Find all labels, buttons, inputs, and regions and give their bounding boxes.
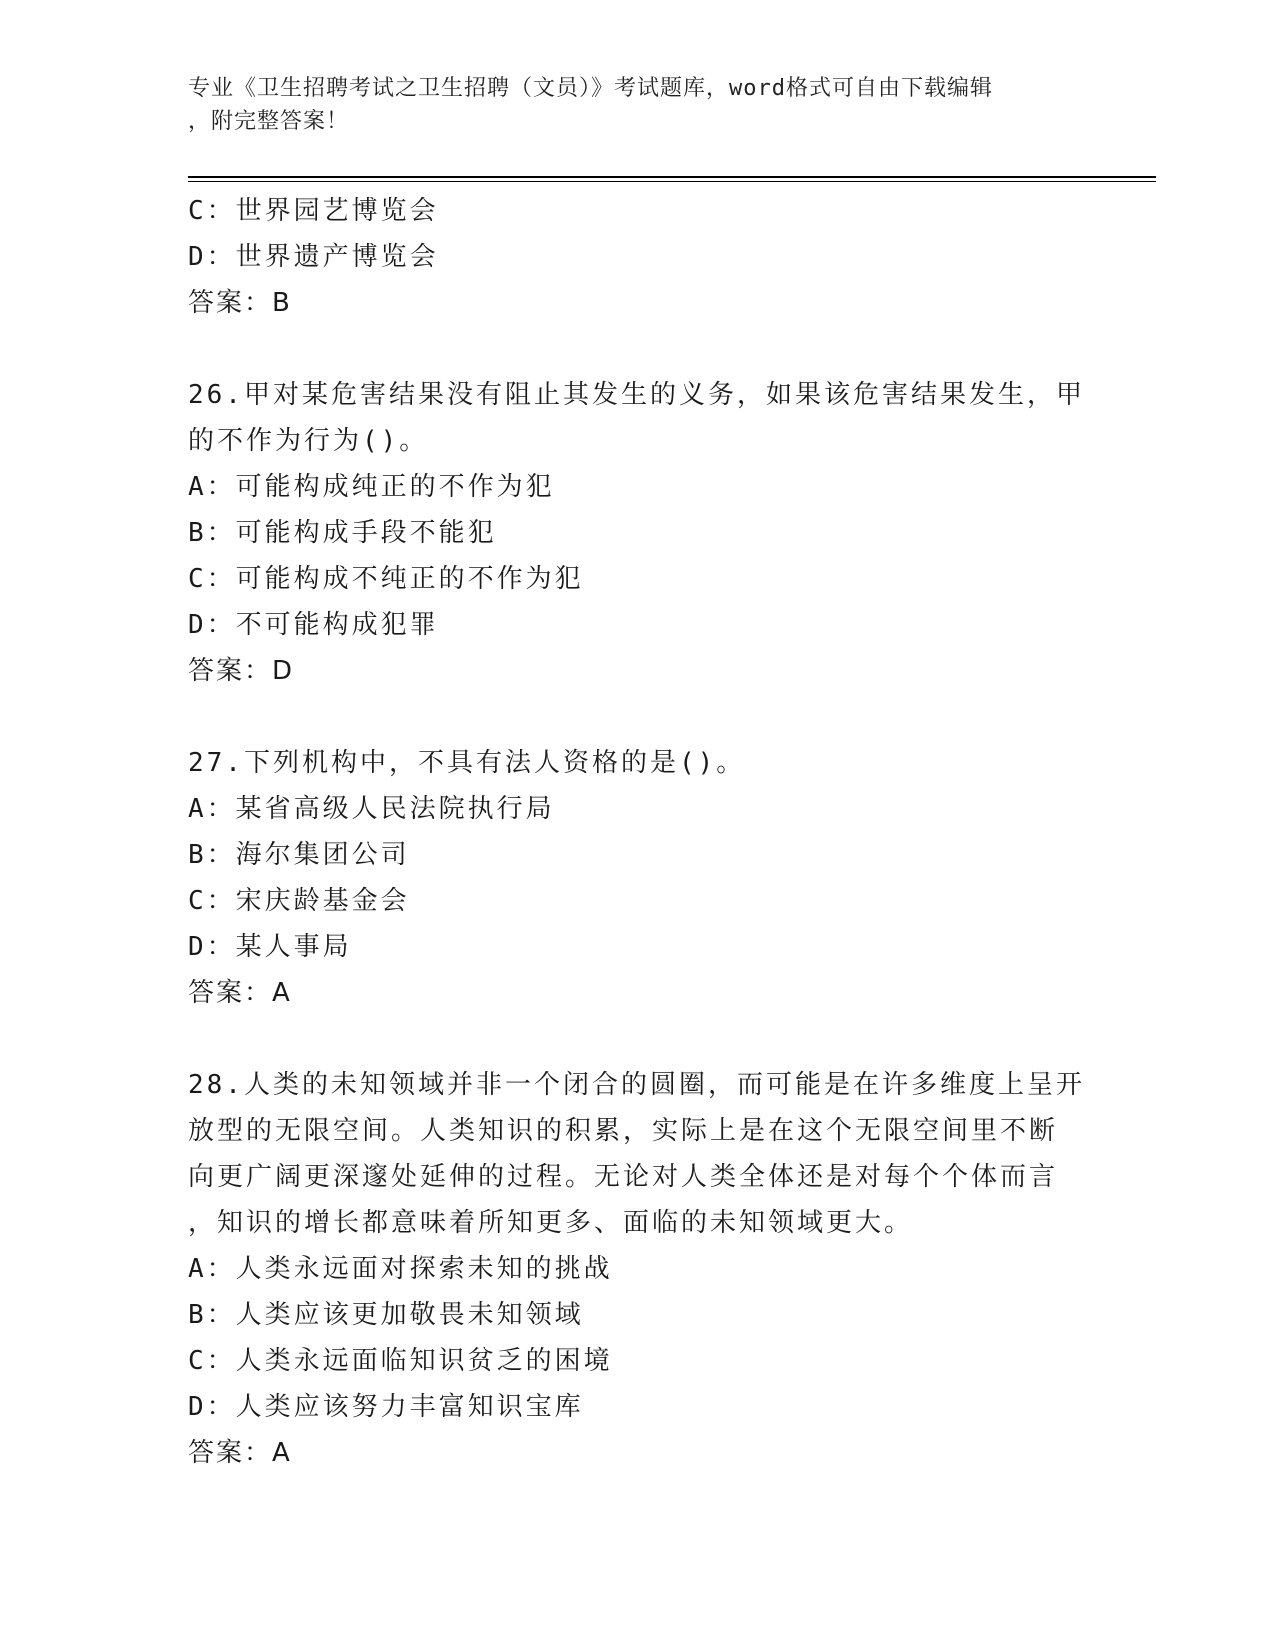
question-block-27 — [188, 740, 1088, 1016]
option-b: B：可能构成手段不能犯 — [188, 518, 497, 548]
option-c: C：可能构成不纯正的不作为犯 — [188, 564, 584, 594]
question-stem: 向更广阔更深邃处延伸的过程。无论对人类全体还是对每个个体而言 — [188, 1162, 1059, 1192]
option-c: C：宋庆龄基金会 — [188, 886, 410, 916]
option-a: A：人类永远面对探索未知的挑战 — [188, 1254, 613, 1284]
question-block-28 — [188, 1062, 1088, 1476]
question-stem: 的不作为行为()。 — [188, 426, 429, 456]
option-b: B：海尔集团公司 — [188, 840, 410, 870]
answer-line: 答案：B — [188, 288, 292, 318]
question-stem: 26.甲对某危害结果没有阻止其发生的义务，如果该危害结果发生，甲 — [188, 380, 1085, 410]
option-a: A：某省高级人民法院执行局 — [188, 794, 555, 824]
question-stem: ，知识的增长都意味着所知更多、面临的未知领域更大。 — [188, 1208, 914, 1238]
question-block-prev — [188, 188, 1088, 326]
header-divider-thick — [188, 176, 1156, 178]
option-a: A：可能构成纯正的不作为犯 — [188, 472, 555, 502]
spacer — [188, 326, 1088, 372]
option-d: D：人类应该努力丰富知识宝库 — [188, 1392, 584, 1422]
option-d: D：不可能构成犯罪 — [188, 610, 439, 640]
answer-line: 答案：A — [188, 1438, 292, 1468]
answer-line: 答案：D — [188, 656, 295, 686]
spacer — [188, 1016, 1088, 1062]
spacer — [188, 694, 1088, 740]
question-stem: 28.人类的未知领域并非一个闭合的圆圈，而可能是在许多维度上呈开 — [188, 1070, 1085, 1100]
option-d: D：世界遗产博览会 — [188, 242, 439, 272]
question-list — [188, 188, 1088, 1476]
answer-line: 答案：A — [188, 978, 292, 1008]
header-divider-thin — [188, 181, 1156, 182]
option-d: D：某人事局 — [188, 932, 352, 962]
option-c: C：人类永远面临知识贫乏的困境 — [188, 1346, 613, 1376]
option-c: C：世界园艺博览会 — [188, 196, 439, 226]
question-stem: 27.下列机构中，不具有法人资格的是()。 — [188, 748, 746, 778]
question-block-26 — [188, 372, 1088, 694]
header-line-1: 专业《卫生招聘考试之卫生招聘（文员）》考试题库，word格式可自由下载编辑 — [188, 76, 993, 101]
option-b: B：人类应该更加敬畏未知领域 — [188, 1300, 584, 1330]
question-stem: 放型的无限空间。人类知识的积累，实际上是在这个无限空间里不断 — [188, 1116, 1059, 1146]
header-line-2: ，附完整答案！ — [188, 109, 350, 134]
document-header — [188, 72, 1068, 138]
